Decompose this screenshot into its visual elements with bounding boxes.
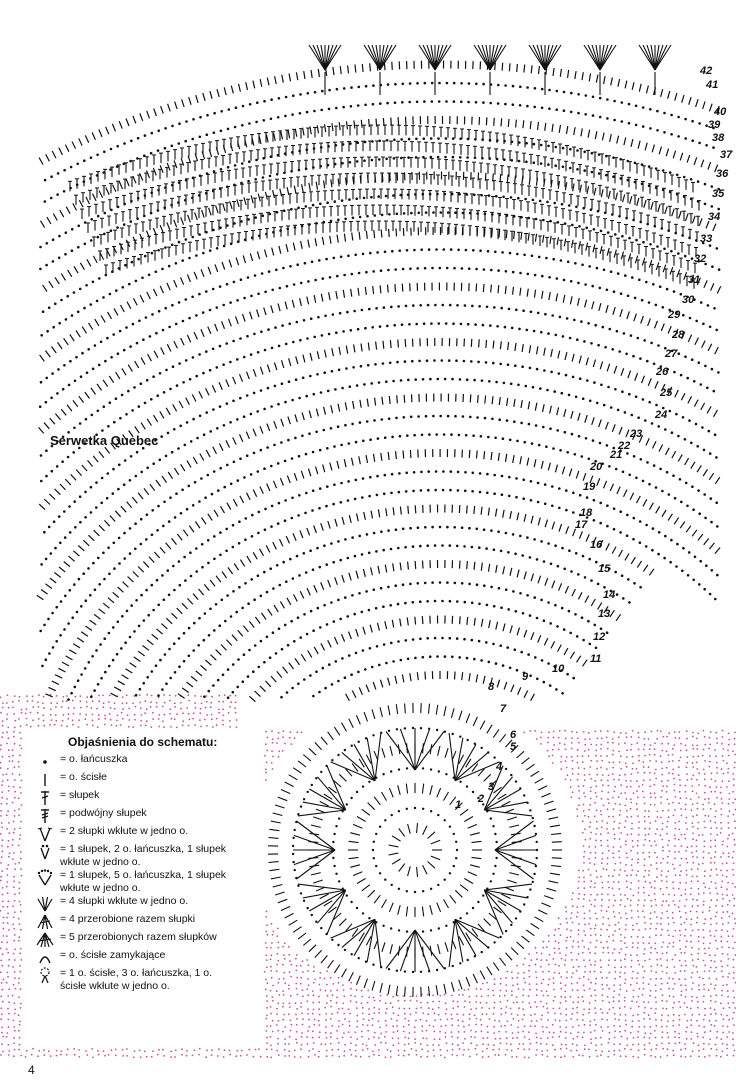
four-dc-same-stitch-icon xyxy=(30,895,60,913)
legend-item xyxy=(30,931,270,949)
legend-text: = 1 słupek, 2 o. łańcuszka, 1 słupek wkłute w jedno o. xyxy=(60,843,227,868)
round-number-label: 23 xyxy=(630,428,643,440)
legend-text: = 5 przerobionych razem słupków xyxy=(60,931,217,943)
round-number-label: 41 xyxy=(706,79,719,91)
round-number-label: 30 xyxy=(682,294,695,306)
legend-item xyxy=(30,949,270,967)
round-number-label: 2 xyxy=(478,793,485,805)
legend-text: = 1 słupek, 5 o. łańcuszka, 1 słupek wkłute w jedno o. xyxy=(60,869,227,894)
single-crochet-icon xyxy=(30,771,60,789)
two-dc-same-stitch-icon xyxy=(30,825,60,843)
round-number-label: 3 xyxy=(488,781,495,793)
legend-text: = 4 przerobione razem słupki xyxy=(60,913,196,925)
legend-item xyxy=(30,807,270,825)
legend-item xyxy=(30,825,270,843)
round-number-label: 17 xyxy=(575,519,588,531)
legend-item xyxy=(30,771,270,789)
v-stitch-chain5-icon xyxy=(30,869,60,887)
round-number-label: 42 xyxy=(700,65,713,77)
four-dc-cluster-icon xyxy=(30,913,60,931)
legend-item xyxy=(30,895,270,913)
legend-text: = 2 słupki wkłute w jedno o. xyxy=(60,825,189,837)
legend-item xyxy=(30,869,270,895)
round-number-label: 13 xyxy=(598,608,611,620)
legend-text: = o. łańcuszka xyxy=(60,753,128,765)
round-number-label: 38 xyxy=(712,132,725,144)
round-number-label: 39 xyxy=(708,119,721,131)
legend-text: = o. ścisłe zamykające xyxy=(60,949,166,961)
round-number-label: 40 xyxy=(714,106,727,118)
legend-item xyxy=(30,913,270,931)
round-number-label: 12 xyxy=(593,631,606,643)
page-number: 4 xyxy=(28,1063,35,1077)
round-number-label: 20 xyxy=(590,461,603,473)
round-number-label: 16 xyxy=(590,539,603,551)
round-number-label: 4 xyxy=(496,761,503,773)
round-number-label: 28 xyxy=(672,329,685,341)
five-dc-cluster-icon xyxy=(30,931,60,949)
round-number-label: 37 xyxy=(720,149,733,161)
legend-item xyxy=(30,967,270,993)
legend-text: = podwójny słupek xyxy=(60,807,147,819)
double-crochet-icon xyxy=(30,789,60,807)
slip-stitch-icon xyxy=(30,949,60,967)
round-number-label: 32 xyxy=(694,253,707,265)
v-stitch-chain2-icon xyxy=(30,843,60,861)
chain-dot-icon xyxy=(30,753,60,771)
round-number-label: 34 xyxy=(708,211,721,223)
legend-text: = 4 słupki wkłute w jedno o. xyxy=(60,895,189,907)
chart-title: Serwetka Quebec xyxy=(50,433,159,448)
fan-diagram xyxy=(37,45,721,702)
round-number-label: 8 xyxy=(488,681,495,693)
round-number-label: 9 xyxy=(522,671,529,683)
legend xyxy=(30,735,270,993)
round-number-label: 7 xyxy=(500,703,507,715)
round-number-label: 26 xyxy=(656,366,669,378)
round-number-label: 22 xyxy=(618,440,631,452)
round-number-label: 25 xyxy=(660,387,673,399)
round-number-label: 5 xyxy=(510,741,517,753)
round-number-label: 1 xyxy=(455,799,462,811)
round-number-label: 14 xyxy=(603,589,616,601)
round-number-label: 11 xyxy=(590,653,602,665)
round-number-label: 35 xyxy=(712,188,725,200)
legend-item xyxy=(30,843,270,869)
round-number-label: 19 xyxy=(583,481,596,493)
round-number-label: 10 xyxy=(552,663,565,675)
round-number-label: 15 xyxy=(598,563,611,575)
round-number-label: 33 xyxy=(700,233,713,245)
round-number-label: 6 xyxy=(510,729,517,741)
legend-text: = słupek xyxy=(60,789,100,801)
legend-heading: Objaśnienia do schematu: xyxy=(68,735,218,749)
legend-item xyxy=(30,789,270,807)
round-number-label: 24 xyxy=(655,409,668,421)
legend-text: = o. ścisłe xyxy=(60,771,107,783)
legend-item xyxy=(30,753,270,771)
round-number-label: 31 xyxy=(688,274,701,286)
legend-text: = 1 o. ścisłe, 3 o. łańcuszka, 1 o. ścisłe wkłute w jedno o. xyxy=(60,967,213,992)
round-number-label: 21 xyxy=(610,449,623,461)
round-number-label: 36 xyxy=(716,168,729,180)
round-number-label: 29 xyxy=(668,309,681,321)
picot-icon xyxy=(30,967,60,985)
round-number-label: 27 xyxy=(665,348,678,360)
treble-crochet-icon xyxy=(30,807,60,825)
round-number-label: 18 xyxy=(580,507,593,519)
